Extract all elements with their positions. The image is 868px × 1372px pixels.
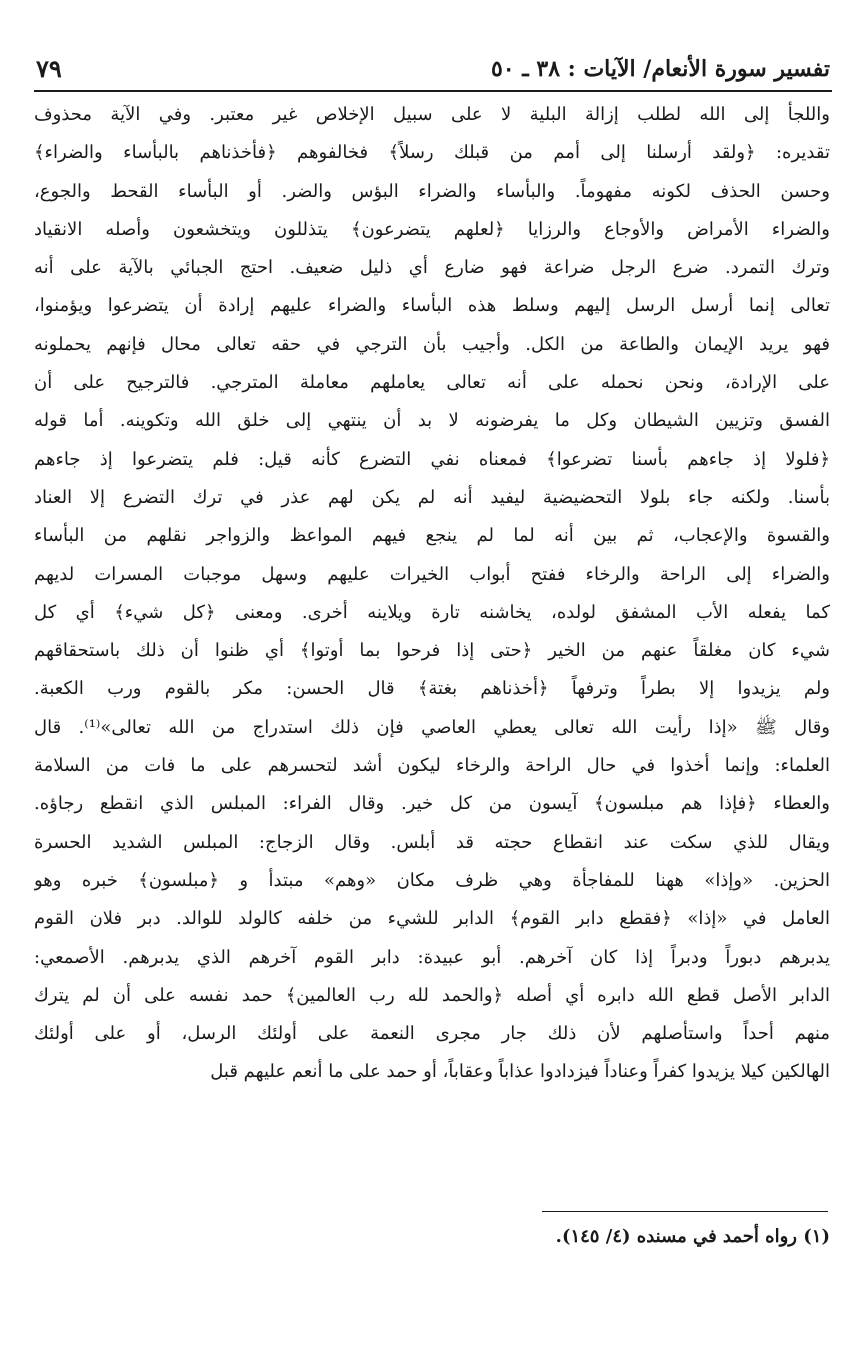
- text-line: العلماء: وإنما أخذوا في حال الراحة والرخاء ليكون أشد لتحسرهم على ما فات من السلامة: [34, 755, 830, 777]
- footnote-divider: [542, 1211, 828, 1212]
- text-line: وحسن الحذف لكونه مفهوماً. والبأساء والضراء البؤس والضر. أو البأساء القحط والجوع،: [34, 180, 830, 202]
- text-line: تقديره: ﴿ولقد أرسلنا إلى أمم من قبلك رسلاً﴾ فخالفوهم ﴿فأخذناهم بالبأساء والضراء﴾: [34, 142, 830, 164]
- text-line: العامل في «إذا» ﴿فقطع دابر القوم﴾ الدابر للشيء من خلفه كالولد للوالد. دبر فلان القوم: [34, 908, 830, 930]
- text-line: كما يفعله الأب المشفق لولده، يخاشنه تارة ويلاينه أخرى. ومعنى ﴿كل شيء﴾ أي كل: [34, 601, 830, 623]
- page-header: [34, 50, 830, 90]
- text-line: على الإرادة، ونحن نحمله على أنه تعالى يعاملهم معاملة المترجي. فالترجيح على أن: [34, 372, 830, 394]
- body-text: [34, 96, 830, 1092]
- text-line: والضراء إلى الراحة والرخاء ففتح أبواب الخيرات عليهم وسهل موجبات المسرات لديهم: [34, 563, 830, 585]
- text-line: ولم يزيدوا إلا بطراً وترفهاً ﴿أخذناهم بغتة﴾ قال الحسن: مكر بالقوم ورب الكعبة.: [34, 678, 830, 700]
- text-line: والضراء الأمراض والأوجاع والرزايا ﴿لعلهم يتضرعون﴾ يتذللون ويتخشعون وأصله الانقياد: [34, 218, 830, 240]
- text-line: ويقال للذي سكت عند انقطاع حجته قد أبلس. وقال الزجاج: المبلس الشديد الحسرة: [34, 831, 830, 853]
- text-line: وقال ﷺ «إذا رأيت الله تعالى يعطي العاصي فإن ذلك استدراج من الله تعالى»⁽¹⁾. قال: [34, 716, 830, 738]
- text-line: وترك التمرد. ضرع الرجل ضراعة فهو ضارع أي ذليل ضعيف. احتج الجبائي بالآية على أنه: [34, 257, 830, 279]
- text-line: يدبرهم دبوراً ودبراً إذا كان آخرهم. أبو عبيدة: دابر القوم آخرهم الذي يدبرهم. الأصمعي:: [34, 946, 830, 968]
- text-line: واللجأ إلى الله لطلب إزالة البلية لا على سبيل الإخلاص غير معتبر. وفي الآية محذوف: [34, 104, 830, 125]
- text-line: والعطاء ﴿فإذا هم مبلسون﴾ آيسون من كل خير. وقال الفراء: المبلس الذي انقطع رجاؤه.: [34, 793, 830, 815]
- text-line: الفسق وتزيين الشيطان وكل ما يفرضونه لا بد أن ينتهي إلى خلق الله وتكوينه. أما قوله: [34, 410, 830, 432]
- text-line: الهالكين كيلا يزيدوا كفراً وعناداً فيزدادوا عذاباً وعقاباً، أو حمد على ما أنعم عليهم قبل: [210, 1061, 830, 1083]
- text-line: الدابر الأصل قطع الله دابره أي أصله ﴿والحمد لله رب العالمين﴾ حمد نفسه على أن لم يترك: [34, 984, 830, 1006]
- text-line: بأسنا. ولكنه جاء بلولا التحضيضية ليفيد أنه لم يكن لهم عذر في ترك التضرع إلا العناد: [34, 486, 830, 508]
- running-title: تفسير سورة الأنعام/ الآيات : ٣٨ ـ ٥٠: [490, 56, 830, 82]
- text-line: منهم أحداً واستأصلهم لأن ذلك جار مجرى النعمة على أولئك الرسل، أو على أولئك: [34, 1023, 830, 1045]
- text-line: تعالى إنما أرسل الرسل إليهم وسلط هذه البأساء والضراء عليهم إرادة أن يتضرعوا ويؤمنوا،: [34, 295, 830, 317]
- text-line: شيء كان مغلقاً عنهم من الخير ﴿حتى إذا فرحوا بما أوتوا﴾ أي ظنوا أن ذلك باستحقاقهم: [34, 640, 830, 662]
- page-number: ٧٩: [36, 54, 62, 83]
- header-divider: [34, 90, 832, 92]
- text-line: ﴿فلولا إذ جاءهم بأسنا تضرعوا﴾ فمعناه نفي التضرع كأنه قيل: فلم يتضرعوا إذ جاءهم: [34, 448, 830, 470]
- footnote: (١) رواه أحمد في مسنده (٤/ ١٤٥).: [555, 1226, 830, 1247]
- text-line: والقسوة والإعجاب، ثم بين أنه لما لم ينجع فيهم المواعظ والزواجر نقلهم من البأساء: [34, 525, 830, 547]
- text-line: فهو يريد الإيمان والطاعة من الكل. وأجيب بأن الترجي في حقه تعالى محال فإنهم يحملونه: [34, 333, 830, 355]
- text-line: الحزين. «وإذا» ههنا للمفاجأة وهي ظرف مكان «وهم» مبتدأ و ﴿مبلسون﴾ خبره وهو: [34, 869, 830, 891]
